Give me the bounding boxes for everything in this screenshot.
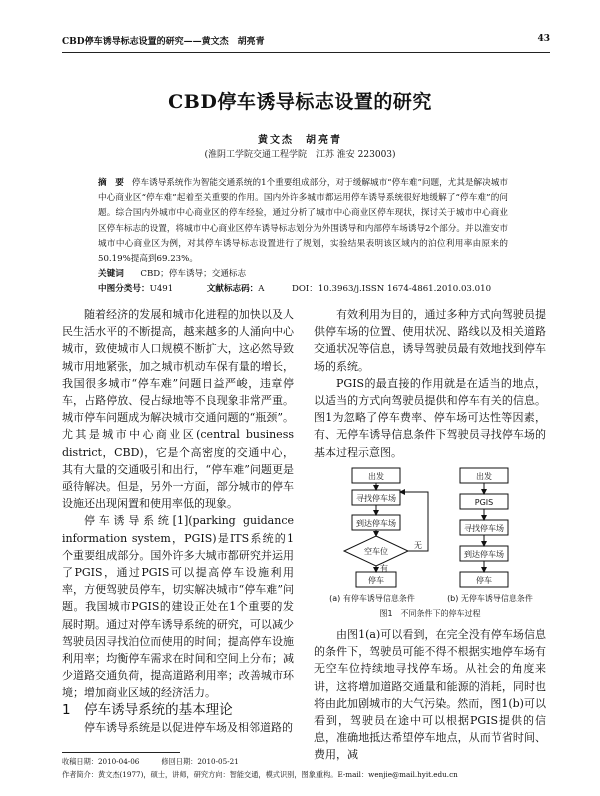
section-heading: 1 停车诱导系统的基本理论 [62, 701, 233, 718]
footnote-divider [62, 752, 180, 753]
right-column-top [314, 306, 546, 461]
running-head [62, 34, 550, 53]
abstract-label: 摘 要 [98, 178, 124, 188]
figure-1 [312, 464, 552, 624]
flow-label: 空车位 [364, 547, 388, 556]
flow-label: 出发 [368, 472, 384, 481]
flow-label: 停车 [368, 576, 384, 585]
page-number: 43 [537, 34, 550, 44]
doi: DOI：10.3963/j.ISSN 1674-4861.2010.03.010 [291, 284, 492, 295]
flow-label: 到达停车场 [356, 519, 396, 528]
paper-title: CBD停车诱导标志设置的研究 [168, 91, 432, 113]
left-column [62, 306, 294, 736]
flow-label: PGIS [474, 498, 494, 507]
flow-label: 到达停车场 [464, 550, 504, 559]
subfigure-caption-a: (a) 有停车诱导信息条件 [329, 594, 415, 603]
affiliation: (淮阴工学院交通工程学院 江苏 淮安 223003) [204, 150, 396, 160]
subfigure-caption-b: (b) 无停车诱导信息条件 [447, 594, 533, 603]
revised-date: 修回日期：2010-05-21 [161, 757, 239, 766]
right-column-bottom [314, 626, 546, 764]
paragraph: 停车诱导系统是以促进停车场及相邻道路的 [84, 720, 293, 734]
flow-label: 出发 [476, 472, 492, 481]
abstract [98, 176, 508, 298]
flow-label-yes: 有 [380, 564, 388, 573]
keywords-label: 关键词 [98, 269, 124, 280]
flowchart-figure [312, 464, 552, 624]
flow-label: 寻找停车场 [464, 524, 504, 533]
running-head-title: CBD停车诱导标志设置的研究——黄文杰 胡亮青 [62, 37, 265, 47]
figure-caption: 图1 不同条件下的停车过程 [379, 609, 481, 618]
paragraph: 有效利用为目的，通过多种方式向驾驶员提供停车场的位置、使用状况、路线以及相关道路交通状况等信息，诱导驾驶员最有效地找到停车场的系统。 [314, 308, 546, 373]
paragraph: 随着经济的发展和城市化进程的加快以及人民生活水平的不断提高，越来越多的人涌向中心城市，致使城市人口规模不断扩大，这必然导致城市用地紧张，加之城市机动车保有量的增长，我国很多城市“停车难”问题日益严峻，违章停车，占路停放、侵占绿地等不良现象非常严重。城市停车问题成为解决城市交通问题的“瓶颈”。尤其是城市中心商业区(central business district，CBD)，它是个高密度的交通中心，其有大量的交通吸引和出行，“停车难”问题更是亟待解决。但是，另外一方面，部分城市的停车设施还出现闲置和使用率低的现象。 [62, 308, 294, 511]
author-bio: 作者简介：黄文杰(1977)，硕士，讲师，研究方向：智能交通，模式识别，图象重构。E-mail：wenjie@mail.hyit.edu.cn [62, 770, 458, 779]
doc-code-value: A [258, 284, 265, 295]
doc-code-label: 文献标志码： [206, 284, 259, 295]
keywords: CBD；停车诱导；交通标志 [140, 269, 247, 280]
paragraph: 由图1(a)可以看到，在完全没有停车场信息的条件下，驾驶员可能不得不根据实地停车场有无空车位持续地寻找停车场。从社会的角度来讲，这将增加道路交通量和能源的消耗，同时也将由此加剧城市的大气污染。然而，图1(b)可以看到，驾驶员在途中可以根据PGIS提供的信息，准确地抵达希望停车地点，从而节省时间、费用，减 [314, 628, 546, 762]
flow-label-no: 无 [414, 541, 422, 550]
flow-label: 寻找停车场 [356, 494, 396, 503]
clc-label: 中图分类号： [98, 284, 150, 295]
paragraph: 停车诱导系统[1](parking guidance information system，PGIS)是ITS系统的1个重要组成部分。国外许多大城市都研究并运用了PGIS，通过PGIS可以提高停车设施利用率，方便驾驶员停车，切实解决城市“停车难”问题。我国城市PGIS的建设正处在1个重要的发展时期。通过对停车诱导系统的研究，可以减少驾驶员因寻找泊位而使用的时间；提高停车设施利用率；均衡停车需求在时间和空间上分布；减少道路交通负荷，提高道路利用率；改善城市环境；增加商业区域的经济活力。 [62, 514, 294, 700]
keywords-line [98, 267, 508, 282]
footnote [62, 755, 562, 781]
authors: 黄文杰 胡亮青 [258, 135, 342, 146]
classification-line [98, 282, 508, 297]
received-date: 收稿日期：2010-04-06 [62, 757, 140, 766]
flow-label: 停车 [476, 576, 492, 585]
paragraph: PGIS的最直接的作用就是在适当的地点，以适当的方式向驾驶员提供和停车有关的信息。图1为忽略了停车费率、停车场可达性等因素，有、无停车诱导信息条件下驾驶员寻找停车场的基本过程示意图。 [314, 376, 546, 459]
clc-value: U491 [149, 284, 174, 295]
abstract-text: 停车诱导系统作为智能交通系统的1个重要组成部分，对于缓解城市“停车难”问题，尤其是解决城市中心商业区“停车难”起着至关重要的作用。国内外许多城市都运用停车诱导系统很好地缓解了“停车难”的问题。综合国内外城市中心商业区的停车经验，通过分析了城市中心商业区停车现状，探讨关于城市中心商业区停车标志的设置，将城市中心商业区停车诱导标志划分为外围诱导和内部停车场诱导2个部分。并以淮安市城市中心商业区为例，对其停车诱导标志设置进行了规划，实验结果表明该区域内的泊位利用率由原来的50.19%提高到69.23%。 [98, 178, 508, 265]
